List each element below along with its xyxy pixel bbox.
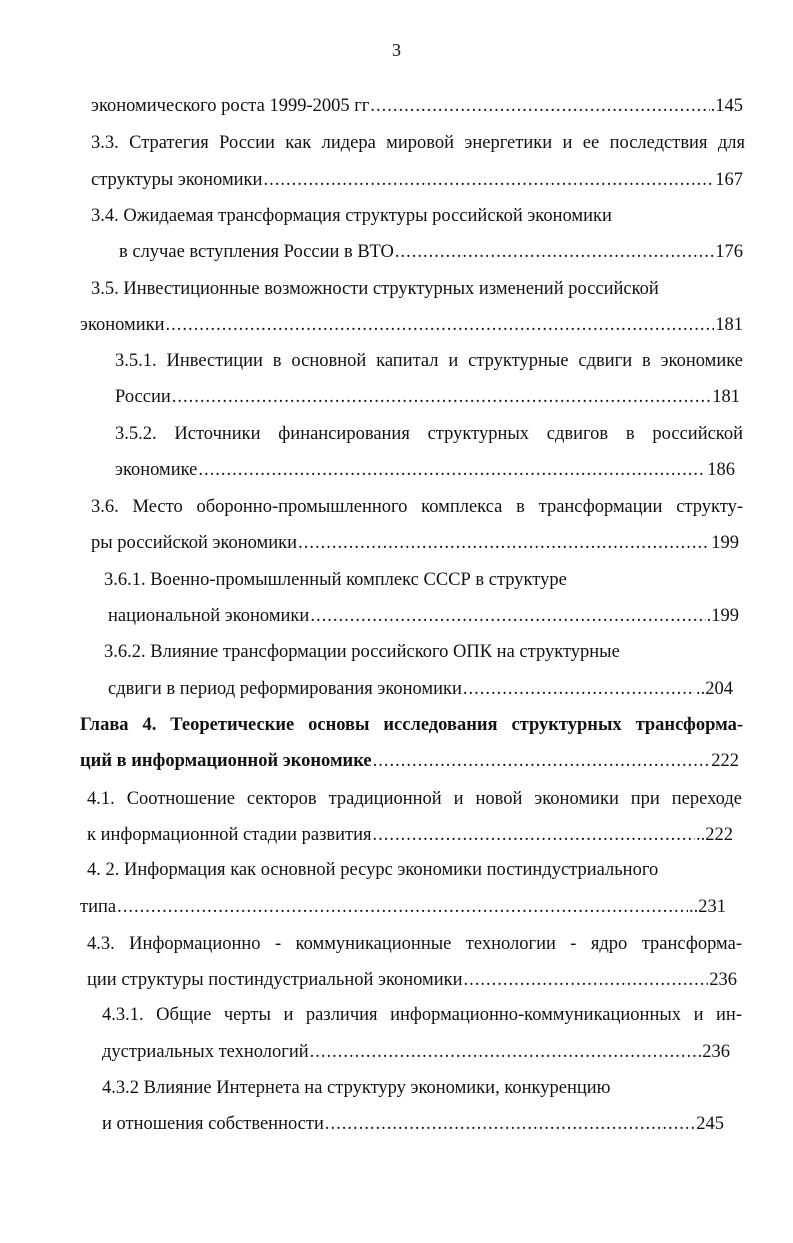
toc-entry (115, 457, 735, 483)
toc-entry-page: 186 (707, 460, 735, 480)
toc-entry-title: 3.6.1. Военно-промышленный комплекс СССР в структуре (104, 570, 567, 590)
dot-leader (373, 748, 711, 774)
dot-leader (310, 603, 705, 629)
toc-entry-page: .145 (710, 96, 743, 116)
toc-entry-page: 222 (711, 751, 739, 771)
toc-entry-page: 236 (709, 970, 737, 990)
toc-entry-page: ..231 (689, 897, 726, 917)
toc-entry-page: 181 (712, 387, 740, 407)
toc-entry (80, 748, 739, 774)
toc-entry-title: в случае вступления России в ВТО (119, 242, 394, 262)
toc-entry (119, 239, 743, 265)
toc-entry (91, 530, 739, 556)
toc-entry-title: дустриальных технологий (102, 1042, 309, 1062)
toc-entry-title: сдвиги в период реформирования экономики (108, 679, 462, 699)
toc-entry-title: 3.5. Инвестиционные возможности структурных изменений российской (91, 279, 659, 299)
toc-entry-title: 4. 2. Информация как основной ресурс экономики постиндустриального (87, 860, 659, 880)
toc-entry-title: 3.3. Стратегия России как лидера мировой энергетики и ее последствия для (91, 133, 745, 153)
toc-entry (115, 384, 740, 410)
chapter-title: Глава 4. Теоретические основы исследования структурных трансформа- (80, 715, 743, 735)
toc-entry-title: 4.1. Соотношение секторов традиционной и новой экономики при переходе (87, 789, 742, 809)
toc-entry-title: структуры экономики (91, 170, 263, 190)
toc-entry (108, 676, 733, 702)
dot-leader (395, 239, 714, 265)
toc-entry (80, 312, 743, 338)
toc-entry-page: .199 (706, 606, 739, 626)
toc-entry-title: России (115, 387, 171, 407)
toc-entry-page: 245 (696, 1114, 724, 1134)
dot-leader (325, 1111, 695, 1137)
toc-entry-page: ..222 (696, 825, 733, 845)
toc-entry (91, 93, 743, 119)
toc-entry-title: 3.4. Ожидаемая трансформация структуры российской экономики (91, 206, 612, 226)
dot-leader (198, 457, 706, 483)
toc-entry (87, 967, 737, 993)
toc-entry-title: 3.5.1. Инвестиции в основной капитал и структурные сдвиги в экономике (115, 351, 743, 371)
toc-entry (102, 1039, 730, 1065)
toc-entry-page: 199 (711, 533, 739, 553)
toc-entry-title: и отношения собственности (102, 1114, 324, 1134)
dot-leader (298, 530, 710, 556)
toc-entry-title: ции структуры постиндустриальной экономики (87, 970, 463, 990)
toc-entry-title: 3.6.2. Влияние трансформации российского ОПК на структурные (104, 642, 620, 662)
toc-entry-title: экономики (80, 315, 165, 335)
toc-entry-title: 4.3.1. Общие черты и различия информационно-коммуникационных и ин- (102, 1005, 742, 1025)
dot-leader (172, 384, 711, 410)
dot-leader (263, 167, 714, 193)
page-number: 3 (392, 40, 401, 60)
toc-entry (87, 822, 733, 848)
toc-entry (108, 603, 739, 629)
dot-leader (166, 312, 715, 338)
toc-entry-title: ры российской экономики (91, 533, 298, 553)
toc-entry-page: 176 (715, 242, 743, 262)
toc-entry-page: 167 (715, 170, 743, 190)
toc-entry-page: 236 (702, 1042, 730, 1062)
dot-leader (310, 1039, 702, 1065)
dot-leader (463, 676, 695, 702)
toc-entry-title: экономике (115, 460, 198, 480)
toc-entry (80, 894, 726, 920)
toc-entry-title: 3.5.2. Источники финансирования структурных сдвигов в российской (115, 424, 743, 444)
toc-entry-title: 4.3.2 Влияние Интернета на структуру экономики, конкуренцию (102, 1078, 611, 1098)
toc-entry-title: 3.6. Место оборонно-промышленного комплекса в трансформации структу- (91, 497, 743, 517)
dot-leader (117, 894, 688, 920)
toc-entry-title: национальной экономики (108, 606, 310, 626)
toc-entry-page: ..204 (696, 679, 733, 699)
toc-entry (102, 1111, 724, 1137)
toc-entry-page: 181 (715, 315, 743, 335)
dot-leader (464, 967, 709, 993)
dot-leader (370, 93, 709, 119)
toc-entry-title: экономического роста 1999-2005 гг (91, 96, 370, 116)
toc-entry-title: 4.3. Информационно - коммуникационные технологии - ядро трансформа- (87, 934, 742, 954)
dot-leader (373, 822, 695, 848)
toc-entry-title: к информационной стадии развития (87, 825, 372, 845)
toc-entry-title: типа (80, 897, 117, 917)
chapter-title: ций в информационной экономике (80, 751, 372, 771)
toc-entry (91, 167, 743, 193)
